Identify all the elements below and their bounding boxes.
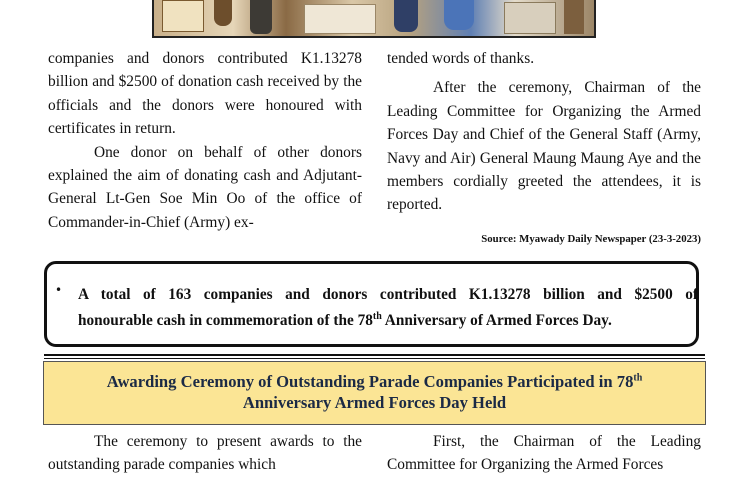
article-paragraph: One donor on behalf of other donors explained the aim of donating cash and Adjutant-General Lt-Gen Soe Min Oo of the office of Commander-in-Chief (Army) ex- xyxy=(48,143,362,231)
photo-figure-4 xyxy=(444,0,474,30)
next-article-left-column xyxy=(48,430,362,477)
article-right-column xyxy=(387,47,701,217)
article-paragraph: First, the Chairman of the Leading Committee for Organizing the Armed Forces xyxy=(387,433,701,474)
ordinal-suffix: th xyxy=(633,372,643,384)
highlight-text xyxy=(78,282,698,334)
banner-line-1 xyxy=(44,371,705,392)
highlight-line-2 xyxy=(78,312,612,329)
photo-figure-2 xyxy=(250,0,272,34)
photo-table xyxy=(304,4,376,34)
article-paragraph: tended words of thanks. xyxy=(387,50,535,67)
article-paragraph: After the ceremony, Chairman of the Leading Committee for Organizing the Armed Forces Day and Chief of the General Staff (Army, Navy and Air) General Maung Maung Aye and the members cordially greeted the attendees, it is reported. xyxy=(387,79,701,214)
highlight-box xyxy=(44,261,699,347)
photo-figure-5 xyxy=(564,0,584,34)
article-paragraph: companies and donors contributed K1.13278 billion and $2500 of donation cash received by the officials and the donors were honoured with certificates in return. xyxy=(48,50,362,138)
photo-frame-left xyxy=(162,0,204,32)
article-left-column xyxy=(48,47,362,234)
highlight-line-1: A total of 163 companies and donors contributed K1.13278 billion and $2500 of xyxy=(78,286,698,303)
photo-frame-right xyxy=(504,2,556,34)
section-heading-banner xyxy=(43,361,706,425)
photo-figure-1 xyxy=(214,0,232,26)
section-divider-thin xyxy=(44,358,705,359)
banner-line-2: Anniversary Armed Forces Day Held xyxy=(242,393,507,412)
bullet-icon: • xyxy=(55,283,63,297)
banner-line-1-text: Awarding Ceremony of Outstanding Parade Companies Participated in 78 xyxy=(106,372,634,391)
section-divider xyxy=(44,354,705,356)
photo-figure-3 xyxy=(394,0,418,32)
article-paragraph: The ceremony to present awards to the outstanding parade companies which xyxy=(48,433,362,474)
next-article-right-column xyxy=(387,430,701,477)
ceremony-photo xyxy=(152,0,596,38)
ordinal-suffix: th xyxy=(372,310,382,322)
highlight-line-2-end: Anniversary of Armed Forces Day. xyxy=(381,312,612,329)
highlight-line-2-text: honourable cash in commemoration of the 78 xyxy=(78,312,373,329)
article-source: Source: Myawady Daily Newspaper (23-3-2023) xyxy=(481,233,701,245)
